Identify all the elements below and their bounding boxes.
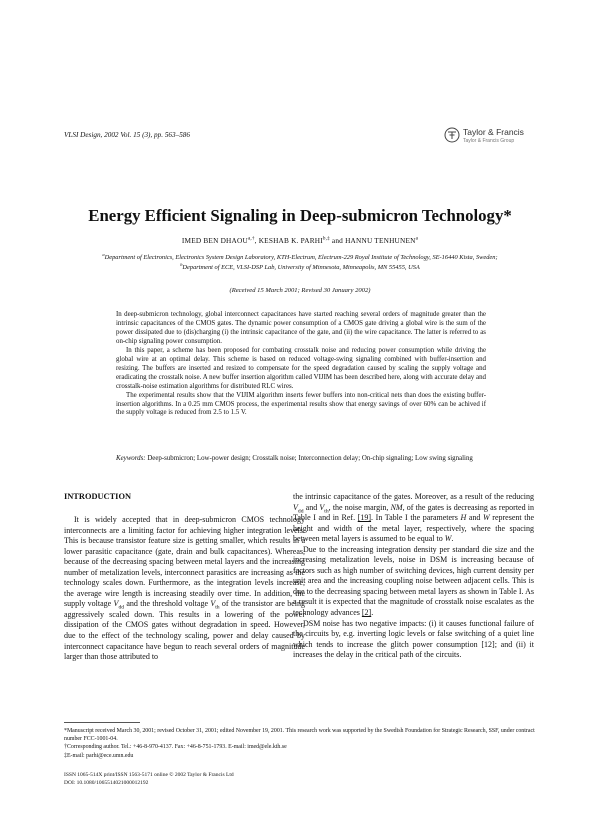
- author-name: KESHAB K. PARHI: [258, 236, 323, 245]
- text-run: It is widely accepted that in deep-submicron CMOS technology interconnects are a limiting factor for achieving higher integration levels. This is because transistor feature size is getting smaller, which results in a lower parasitic capacitance (gate, drain and bulk capacitances). Whereas, because of the decreasing spacing between metal layers and the increasing number of metalization levels, interconnect parasitics are increasing as the technology scales down. Furthermore, as the integration levels increase, the average wire length is increasing steadily over time. In addition, the supply voltage: [64, 515, 305, 609]
- publisher-tagline: Taylor & Francis Group: [463, 138, 515, 144]
- issn-info: [64, 771, 364, 787]
- author-name: HANNU TENHUNEN: [345, 236, 416, 245]
- keywords: [116, 454, 486, 463]
- math-sub: th: [215, 604, 220, 611]
- author-mark: b,‡: [322, 235, 330, 242]
- text-run: of the transistor are being aggressively scaled down. This results in a lowering of the power dissipation of the CMOS gates without degradation in speed. However, due to the effect of the technology scaling, power and delay caused by interconnect capacitance have begun to reach several orders of magnitude larger than those attributed to: [64, 599, 305, 662]
- doi-line: DOI: 10.1080/1065514021000012192: [64, 780, 149, 786]
- text-run: , the noise margin,: [328, 502, 391, 512]
- text-run: Due to the increasing integration density per standard die size and the increasing metalization levels, noise in DSM is increasing because of factors such as high number of switching devices, high current density per unit area and the increasing coupling noise between adjacent cells. This is due to the decreasing spacing between metal layers as shown in Table I. As a result it is expected that the magnitude of crosstalk noise escalates as the technology advances: [293, 544, 534, 618]
- paper-title: Energy Efficient Signaling in Deep-submicron Technology*: [88, 206, 512, 225]
- math-sub: dd: [118, 604, 125, 611]
- body-paragraph: [293, 545, 534, 619]
- body-paragraph: DSM noise has two negative impacts: (i) it causes functional failure of the circuits by, e.g. inverting logic levels or false switching of a quiet line which tends to increase the glitch power consumption [12]; and (ii) it increases the delay in the critical path of the circuits.: [293, 618, 534, 660]
- math-var: V: [210, 599, 216, 609]
- author-separator: ,: [254, 236, 259, 245]
- right-column: [293, 492, 534, 661]
- author-list: [0, 236, 600, 245]
- author-name: IMED BEN DHAOU: [181, 236, 248, 245]
- text-run: and: [466, 513, 483, 523]
- footnote-divider: [64, 722, 140, 723]
- footnote: †Corresponding author. Tel.: +46-8-970-4137. Fax: +46-8-751-1793. E-mail: imed@ele.kth.se: [64, 744, 287, 751]
- text-run: .: [371, 608, 374, 618]
- math-var: W: [444, 534, 452, 544]
- left-column: [64, 515, 305, 663]
- math-var: NM: [390, 502, 403, 512]
- author-mark: a,†: [247, 235, 255, 242]
- journal-citation: [64, 131, 190, 139]
- affiliation-text: Department of Electronics, Electronics System Design Laboratory, KTH-Electrum, Electrum-229 Royal Institute of Technology, SE-16440 Kista, Sweden;: [104, 254, 498, 261]
- text-run: the intrinsic capacitance of the gates. Moreover, as a result of the reducing: [293, 492, 534, 501]
- math-sub: th: [324, 508, 329, 515]
- abstract-paragraph: In this paper, a scheme has been proposed for combating crosstalk noise and reducing power consumption while driving the global wire at an optimal delay. This scheme is based on reduced voltage-swing signaling combined with buffer-insertion and resizing. The buffers are inserted and resized to compensate for the speed degradation caused by scaling the supply voltage and eradicating the crosstalk noise. A new buffer insertion algorithm called VIJIM has been described here, along with accurate delay and crosstalk-noise estimation algorithms for distributed RLC wires.: [116, 346, 486, 390]
- text-run: and: [303, 502, 320, 512]
- publisher-name: Taylor & Francis: [463, 127, 524, 137]
- math-var: W: [483, 513, 490, 523]
- body-paragraph: [64, 515, 305, 663]
- footnotes: [64, 727, 536, 760]
- section-heading: INTRODUCTION: [64, 492, 132, 501]
- publisher-logo: [444, 125, 544, 153]
- text-run: , of the gates is decreasing as reported in Table I and in Ref.: [293, 502, 534, 523]
- affiliation-mark: b: [180, 261, 183, 267]
- keywords-text: Deep-submicron; Low-power design; Crosstalk noise; Interconnection delay; On-chip signaling; Low swing signaling: [145, 455, 473, 462]
- text-run: . In Table I the parameters: [371, 513, 461, 523]
- abstract-paragraph: In deep-submicron technology, global interconnect capacitances have started reaching several orders of magnitude greater than the intrinsic capacitances of the CMOS gates. The dynamic power consumption of a CMOS gate driving a global wire is the sum of the power dissipated due to (dis)charging (i) the intrinsic capacitance of the gate, and (ii) the wire capacitance. The latter is referred to as on-chip signaling power consumption.: [116, 311, 486, 345]
- affiliation-text: Department of ECE, VLSI-DSP Lab, University of Minnesota, Minneapolis, MN 55455, USA: [182, 263, 420, 271]
- math-sub: dd: [297, 508, 304, 515]
- keywords-label: Keywords:: [116, 455, 146, 462]
- abstract-paragraph: The experimental results show that the VIJIM algorithm inserts fewer buffers into non-critical nets than does the existing buffer-insertion algorithms. In a 0.25 mm CMOS process, the experimental results show that energy savings of over 60% can be achived if the supply voltage is reduced from 2.5 to 1.5 V.: [116, 391, 486, 417]
- journal-name: VLSI Design: [64, 131, 101, 139]
- math-var: H: [460, 513, 467, 523]
- math-var: V: [113, 599, 119, 609]
- affiliations: [90, 253, 510, 272]
- body-paragraph: [293, 492, 534, 545]
- abstract: [116, 311, 486, 418]
- issn-line: ISSN 1065-514X print/ISSN 1563-5171 online © 2002 Taylor & Francis Ltd: [64, 772, 234, 778]
- reference-link[interactable]: [2]: [361, 608, 372, 618]
- journal-volume: , 2002 Vol. 15 (3), pp. 563–586: [100, 131, 190, 139]
- math-var: V: [319, 502, 325, 512]
- math-var: V: [293, 502, 298, 512]
- author-separator: and: [329, 236, 346, 245]
- publisher-emblem-icon: [444, 127, 460, 143]
- affiliation-mark: a: [102, 251, 105, 257]
- footnote: *Manuscript received March 30, 2001; revised October 31, 2001; edited November 19, 2001. This research work was supported by the Swedish Foundation for Strategic Research, SSF, under contract number FCC-1001-04.: [64, 728, 535, 743]
- text-run: .: [451, 534, 454, 544]
- footnote: ‡E-mail: parhi@ece.umn.edu: [64, 752, 134, 759]
- text-run: represent the height and width of the metal layer, respectively, where the spacing between metal layers is assumed to be equal to: [293, 513, 534, 544]
- reference-link[interactable]: [19]: [357, 513, 372, 523]
- text-run: and the threshold voltage: [124, 599, 211, 609]
- author-mark: a: [415, 235, 419, 242]
- received-dates: (Received 15 March 2001; Revised 30 January 2002): [229, 287, 371, 294]
